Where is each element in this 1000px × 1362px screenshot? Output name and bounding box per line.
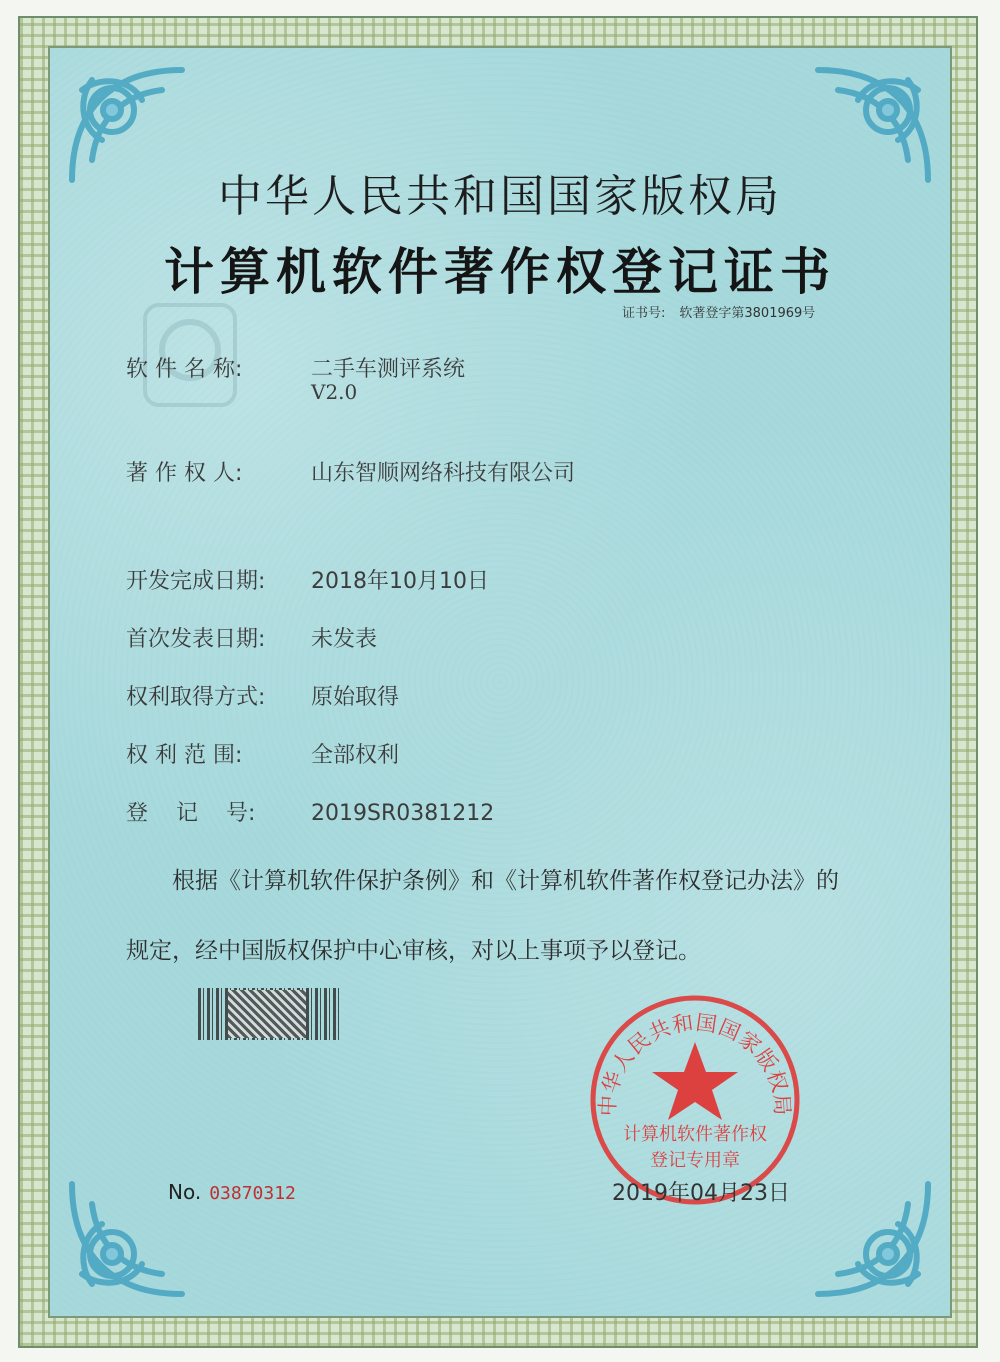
field-first-publish-date <box>126 622 377 653</box>
field-label: 著 作 权 人: <box>126 461 243 486</box>
certificate-number <box>622 302 815 321</box>
field-rights-scope <box>126 738 399 769</box>
barcode-icon <box>198 988 340 1040</box>
field-label: 开发完成日期: <box>126 569 266 594</box>
field-label: 首次发表日期: <box>126 627 266 652</box>
field-label: 软 件 名 称: <box>126 357 243 382</box>
field-value: 未发表 <box>311 627 378 652</box>
field-value: 全部权利 <box>311 743 400 768</box>
field-software-name <box>126 352 465 383</box>
field-acquisition-method <box>126 680 399 711</box>
serial-number-label: No. <box>168 1180 202 1204</box>
issue-date: 2019年04月23日 <box>612 1181 790 1206</box>
corner-ornament-icon <box>798 1164 948 1314</box>
field-value: 2019SR0381212 <box>311 801 495 826</box>
serial-number <box>168 1180 296 1204</box>
field-value: 原始取得 <box>311 685 400 710</box>
field-label: 登 记 号: <box>126 801 256 826</box>
certificate-number-label: 证书号: <box>622 306 666 321</box>
statement-line-1: 根据《计算机软件保护条例》和《计算机软件著作权登记办法》的 <box>172 868 839 894</box>
serial-number-value: 03870312 <box>209 1183 296 1204</box>
seal-inner-line-1: 计算机软件著作权 <box>623 1124 767 1145</box>
issuer-title: 中华人民共和国国家版权局 <box>218 171 782 222</box>
certificate-number-value: 软著登字第3801969号 <box>679 306 816 321</box>
software-version: V2.0 <box>311 380 358 404</box>
seal-outer-text: 中华人民共和国国家版权局 <box>595 1010 795 1117</box>
field-copyright-owner <box>126 456 575 487</box>
field-value: 2018年10月10日 <box>311 569 489 594</box>
field-completion-date <box>126 564 489 595</box>
field-label: 权利取得方式: <box>126 685 266 710</box>
field-registration-number <box>126 796 494 827</box>
seal-inner-line-2: 登记专用章 <box>650 1150 740 1171</box>
field-value: 山东智顺网络科技有限公司 <box>311 461 576 486</box>
field-label: 权 利 范 围: <box>126 743 243 768</box>
statement-line-2: 规定，经中国版权保护中心审核，对以上事项予以登记。 <box>126 938 701 964</box>
qr-code-icon <box>228 990 306 1038</box>
field-value: 二手车测评系统 <box>311 357 466 382</box>
registration-statement <box>126 846 906 986</box>
certificate-title: 计算机软件著作权登记证书 <box>164 243 836 301</box>
